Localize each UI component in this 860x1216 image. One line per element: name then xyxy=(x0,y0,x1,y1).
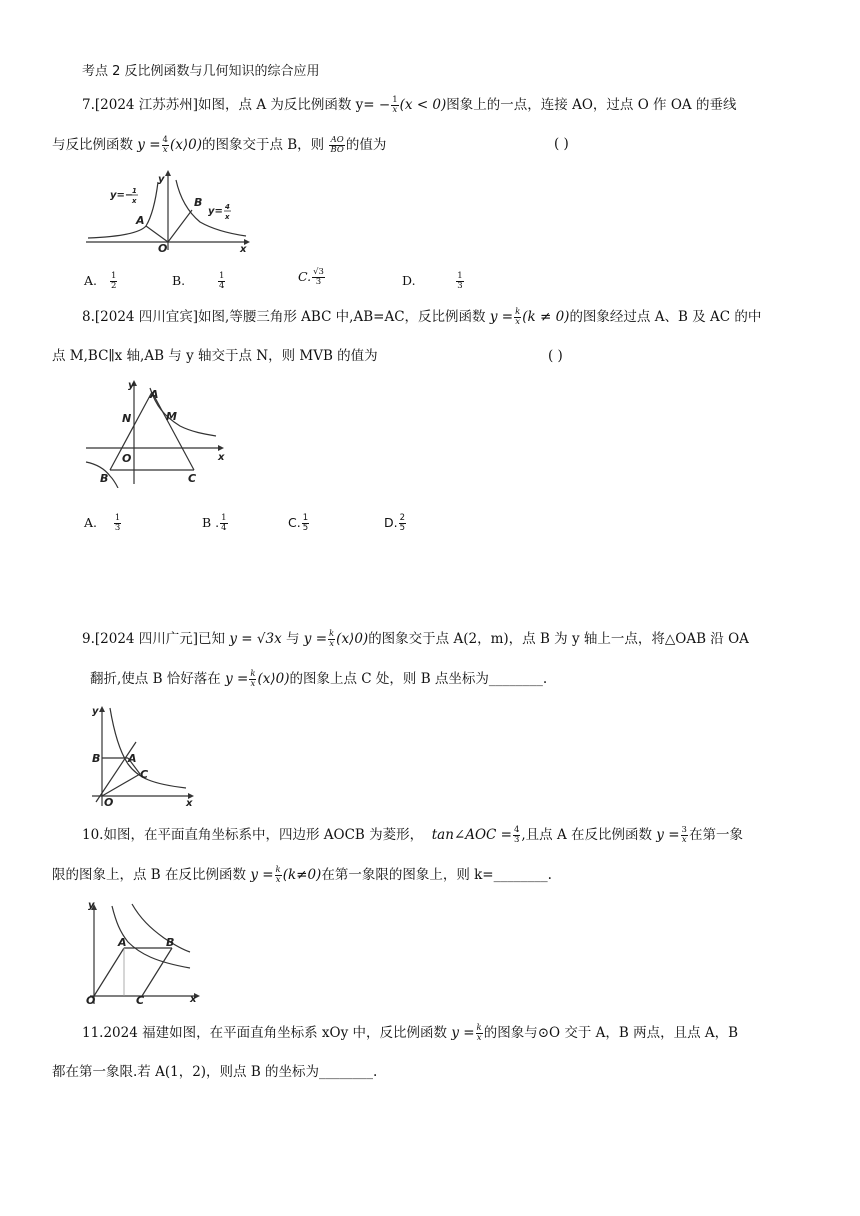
q8-fig-label-M: M xyxy=(166,410,177,423)
q8-fig-label-x: x xyxy=(218,452,225,463)
q7-fig-label-O: O xyxy=(158,242,168,252)
q8-figure xyxy=(84,376,230,488)
q8-option-d[interactable]: D. $\frac{2}{5}$ xyxy=(384,513,406,533)
q11-line1: 11.2024 福建如图，在平面直角坐标系 xOy 中，反比例函数 y = $\frac{k}{x}$ 的图象与⊙O 交于 A，B 两点，且点 A，B xyxy=(82,1023,739,1043)
q7-line2: 与反比例函数 y = $\frac{4}{x}$ (x⟩0)的图象交于点 B，则 $\frac{AO}{BO}$ 的值为 xyxy=(52,135,387,155)
q7-answer-paren: ( ) xyxy=(554,136,569,152)
section-heading: 考点 2 反比例函数与几何知识的综合应用 xyxy=(82,64,320,79)
q8-line1: 8.[2024 四川宜宾]如图,等腰三角形 ABC 中,AB=AC，反比例函数 y = $\frac{k}{x}$ (k ≠ 0)的图象经过点 A、B 及 AC 的中 xyxy=(82,307,762,327)
q7-fig-label-y: y xyxy=(158,174,165,185)
q9-fig-label-x: x xyxy=(186,798,193,808)
q8-answer-paren: ( ) xyxy=(548,348,563,364)
q7-text-2: 图象上的一点，连接 AO，过点 O 作 OA 的垂线 xyxy=(446,96,737,113)
q7-fig-label-x: x xyxy=(240,244,247,252)
q7-figure xyxy=(84,168,254,252)
q7-option-c[interactable]: C. $\frac{√3}{3}$ xyxy=(298,267,324,287)
q10-fig-label-x: x xyxy=(190,994,197,1005)
q7-option-b[interactable]: B. $\frac{1}{4}$ xyxy=(172,271,225,291)
q7-text: 7.[2024 江苏苏州]如图，点 A 为反比例函数 y= xyxy=(82,96,375,113)
q10-line1: 10.如图，在平面直角坐标系中，四边形 AOCB 为菱形， tan∠AOC = $\frac{4}{3}$ ,且点 A 在反比例函数 y = $\frac{3}{x}$ 在第一象 xyxy=(82,825,743,845)
q7-option-a[interactable]: A. $\frac{1}{2}$ xyxy=(84,271,117,291)
q9-fig-label-y: y xyxy=(92,706,99,717)
q8-fig-label-O: O xyxy=(122,452,132,465)
q9-line2: 翻折,使点 B 恰好落在 y = $\frac{k}{x}$ (x⟩0)的图象上点 C 处，则 B 点坐标为________. xyxy=(90,669,548,689)
q9-figure xyxy=(86,702,198,808)
q7-fig-label-left: y=− xyxy=(110,190,134,201)
q7-domain: (x < 0) xyxy=(399,96,447,113)
q8-fig-label-N: N xyxy=(122,412,132,425)
q10-fig-label-O: O xyxy=(86,994,96,1006)
q9-fig-label-B: B xyxy=(92,752,101,765)
q9-fig-label-A: A xyxy=(128,752,137,765)
q9-line1: 9.[2024 四川广元]已知 y = √3x 与 y = $\frac{k}{x}$ (x⟩0)的图象交于点 A(2，m)，点 B 为 y 轴上一点，将△OAB 沿 OA xyxy=(82,629,749,649)
q8-fig-label-A: A xyxy=(150,388,159,401)
q7-fig-label-B: B xyxy=(194,196,203,209)
svg-text:x: x xyxy=(225,213,230,221)
svg-text:x: x xyxy=(132,197,137,205)
q8-option-a[interactable]: A. $\frac{1}{3}$ xyxy=(84,513,121,533)
q7-fig-label-right: y= xyxy=(208,206,223,217)
q10-line2: 限的图象上，点 B 在反比例函数 y = $\frac{k}{x}$ (k≠0)在第一象限的图象上，则 k=________. xyxy=(52,865,552,885)
q10-fig-label-y: y xyxy=(88,900,95,911)
q8-option-b[interactable]: B . $\frac{1}{4}$ xyxy=(202,513,227,533)
q10-fig-label-B: B xyxy=(166,936,175,949)
q8-option-c[interactable]: C. $\frac{1}{5}$ xyxy=(288,513,309,533)
q8-fig-label-C: C xyxy=(188,472,197,485)
q7-ratio: $\frac{AO}{BO}$ xyxy=(330,135,344,155)
q7-minus: − xyxy=(378,96,391,113)
svg-text:1: 1 xyxy=(132,187,137,195)
q10-fig-label-C: C xyxy=(136,994,145,1006)
q9-fig-label-C: C xyxy=(140,768,149,781)
q8-fig-label-B: B xyxy=(100,472,109,485)
q7-line1 xyxy=(82,96,736,115)
svg-text:4: 4 xyxy=(225,203,230,211)
q10-figure xyxy=(84,898,204,1006)
q8-fig-label-y: y xyxy=(128,380,135,391)
q10-fig-label-A: A xyxy=(118,936,127,949)
q11-line2: 都在第一象限.若 A(1，2)，则点 B 的坐标为________. xyxy=(52,1064,378,1080)
q8-line2: 点 M,BC∥x 轴,AB 与 y 轴交于点 N，则 MVB 的值为 xyxy=(52,348,378,364)
q7-option-d[interactable]: D. $\frac{1}{3}$ xyxy=(402,271,463,291)
q7-frac: $\frac{1}{x}$ xyxy=(392,95,398,115)
q7-fig-label-A: A xyxy=(136,214,145,227)
q9-fig-label-O: O xyxy=(104,796,114,808)
